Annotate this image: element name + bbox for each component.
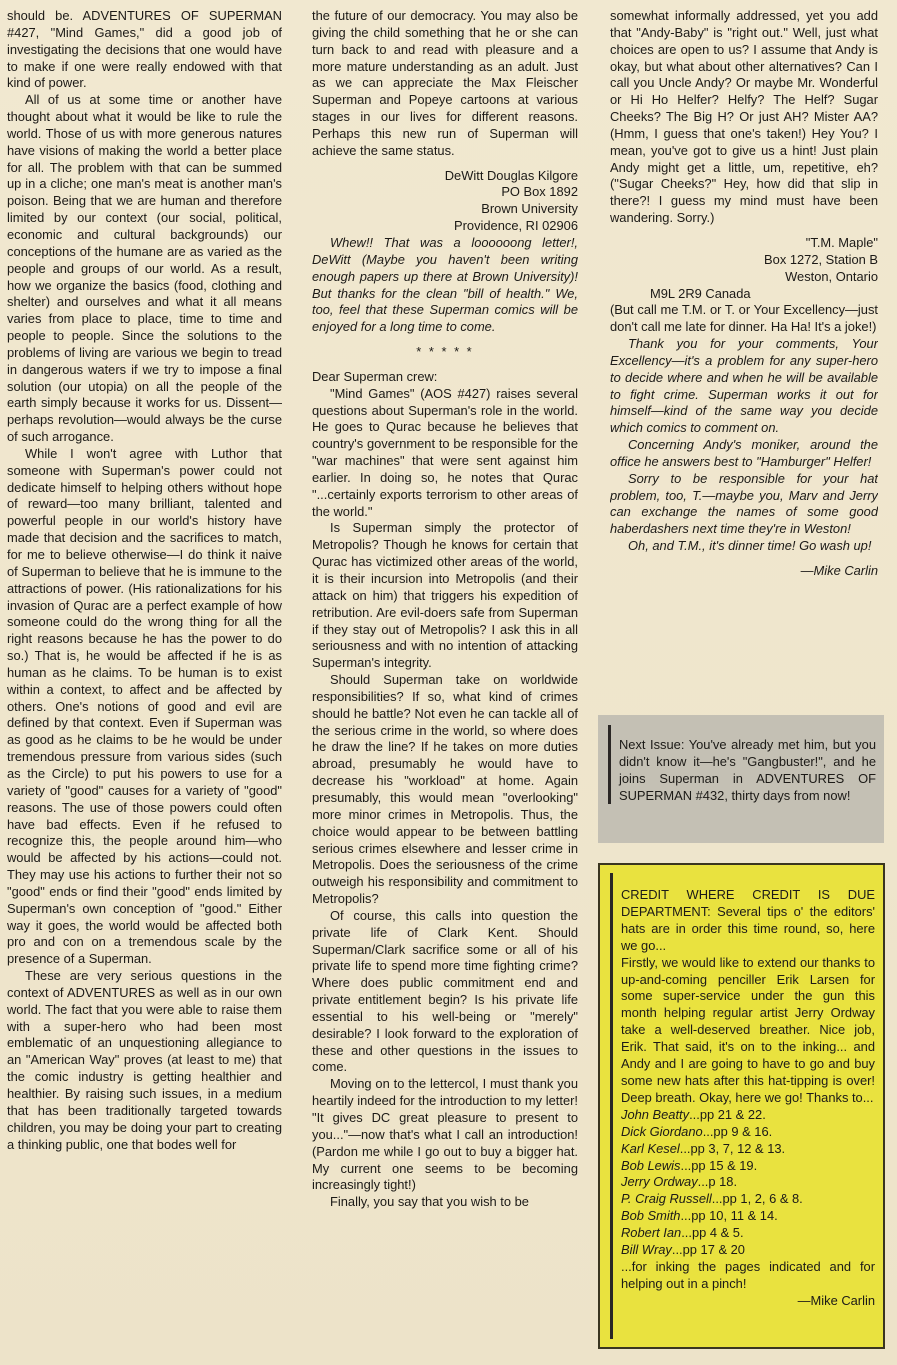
credit-item [621,1158,875,1175]
credit-name: Robert Ian [621,1225,682,1241]
credit-item [621,1107,875,1124]
credits-list [621,1107,875,1259]
column-2 [312,8,578,1360]
editor-signature: —Mike Carlin [800,563,878,578]
letter-signature-address: Providence, RI 02906 [454,218,578,234]
editor-reply: Concerning Andy's moniker, around the office he answers best to "Hamburger" Helfer! [610,437,878,469]
credit-name: P. Craig Russell [621,1191,712,1207]
credits-signature: —Mike Carlin [797,1292,875,1308]
letter-paragraph: While I won't agree with Luthor that someone with Superman's power could not dedicate himself to helping others without hope of reward—too many brilliant, talented and powerful people in our world's history have made that decision and the sacrifices to match, for me to believe otherwise—I do think it naive of Superman to believe that he is immune to the attractions of power. (His rationalizations for his invasion of Qurac are a perfect example of how someone could do the wrong thing for all the right reasons because he has the power to do so.) That is, he would be affected if he is as human as he claims. To be human is to exist within a context, to affect and be affected by others. One's notions of good and evil are defined by that context. Even if Superman was as good as he claims to be he would be under tremendous pressure from various sides (such as the Circle) to put his powers to use for a variety of "good" causes for a variety of "good" reasons. The use of those powers could often have bad effects. Even if he refused to recognize this, the people around him—who would be affected by his actions—could not. They may use his actions to further their not so "good" ends or find their "good" ends limited by Superman's own conception of "good." Either way it goes, the world would be affected both pro and con on a tremendous scale by the presence of a Superman. [7,445,282,967]
credit-name: Dick Giordano [621,1123,703,1139]
letter-signature-address: Brown University [481,201,578,217]
letter-salutation: Dear Superman crew: [312,368,438,384]
credit-pages: ...pp 15 & 19. [680,1157,758,1173]
column-3 [610,8,878,708]
credit-pages: ...p 18. [697,1174,738,1190]
next-issue-text: Next Issue: You've already met him, but you didn't know it—he's "Gangbuster!", and he joins Superman in ADVENTURES OF SUPERMAN #432, thirty days from now! [619,737,876,803]
credit-name: Bob Smith [621,1208,681,1224]
credits-box [598,863,885,1349]
credits-outro: ...for inking the pages indicated and for helping out in a pinch! [621,1258,875,1291]
credit-name: John Beatty [621,1106,690,1122]
editor-reply: Thank you for your comments, Your Excellency—it's a problem for any super-hero to decide where and when he will be available to fight crime. Superman works it out for himself—kind of the same way you decide which comics to comment on. [610,336,878,436]
credit-pages: ...pp 4 & 5. [681,1225,744,1241]
credit-pages: ...pp 1, 2, 6 & 8. [711,1191,803,1207]
letter-paragraph: Finally, you say that you wish to be [330,1194,529,1210]
credit-item [621,1124,875,1141]
letter-paragraph: somewhat informally addressed, yet you add that "Andy-Baby" is "right out." Well, just what choices are open to us? I assume that Andy is okay, but what about other alternatives? Can I call you Uncle Andy? Or maybe Mr. Wonderful or Hi Ho Helfer? Helfy? The Helf? Sugar Cheeks? The Big H? Or just AH? Mister AA? (Hmm, I guess that one's taken!) Hey You? I mean, you've got to give us a hint! Just plain Andy might get a little, um, repetitive, eh? ("Sugar Cheeks?" Hey, how did that slip in there?! I guess my mind must have been wandering. Sorry.) [610,8,878,226]
editor-reply: Oh, and T.M., it's dinner time! Go wash up! [628,538,872,554]
letter-paragraph: (But call me T.M. or T. or Your Excellency—just don't call me late for dinner. Ha Ha! It's a joke!) [610,302,878,335]
credit-item [621,1242,875,1259]
credit-pages: ...pp 17 & 20 [671,1242,745,1258]
credit-item [621,1141,875,1158]
letter-paragraph: Of course, this calls into question the private life of Clark Kent. Should Superman/Clark sacrifice some or all of his private life to spend more time fighting crime? Where does public commitment end and private entitlement begin? Is his private life essential to his well-being or "merely" desirable? I look forward to the exploration of these and other questions in the issues to come. [312,907,578,1075]
credits-body: Firstly, we would like to extend our thanks to up-and-coming penciller Erik Larsen for some super-service under the gun this month helping regular artist Jerry Ordway take a well-deserved breather. Nice job, Erik. That said, it's on to the inking... and Andy and I are going to have to go and buy some new hats after this hat-tipping is over! Deep breath. Okay, here we go! Thanks to... [621,954,875,1105]
letter-paragraph: should be. ADVENTURES OF SUPERMAN #427, "Mind Games," did a good job of investigating the decisions that one would have to make if one were really endowed with that kind of power. [7,8,282,91]
credit-name: Bill Wray [621,1242,672,1258]
column-1 [7,8,282,1360]
letter-paragraph: These are very serious questions in the context of ADVENTURES as well as in our own world. The fact that you were able to raise them with a super-hero who had been most emblematic of an unquestioning allegiance to an "American Way" proves (at least to me) that the comic industry is getting healthier and healthier. By raising such issues, in a medium that has been traditionally targeted towards children, you may be doing your part to creating a thinking public, one that bodes well for [7,968,282,1152]
credit-item [621,1174,875,1191]
section-separator: * * * * * [416,344,474,360]
letter-signature-address: M9L 2R9 Canada [650,285,751,301]
credit-name: Karl Kesel [621,1140,680,1156]
letter-paragraph: All of us at some time or another have thought about what it would be like to rule the world. Those of us with more generous natures have visions of making the world a better place for all. The problem with that can be summed up in a cliche; one man's meat is another man's poison. Being that we are human and therefore limited by our context (our social, political, economic and cultural backgrounds) our conceptions of the humane are as varied as the people and groups of our world. As a result, how we organize the basics (food, clothing and shelter) and ourselves and what it all means varies from place to place, time to time and people to people. Since the solutions to the problems of living are various we begin to tread in dangerous waters if we try to impose a final solution (our utopia) on all the people of the earth simply because it works for us. Dissent—perhaps revolution—would always be the curse of such arrogance. [7,92,282,445]
letter-signature-address: PO Box 1892 [501,184,578,200]
credit-pages: ...pp 21 & 22. [689,1106,766,1122]
credit-pages: ...pp 10, 11 & 14. [680,1208,778,1224]
editor-reply: Whew!! That was a loooooong letter!, DeWitt (Maybe you haven't been writing enough papers up there at Brown University)! But thanks for the clean "bill of health." We, too, feel that these Superman comics will be enjoyed for a long time to come. [312,234,578,335]
credits-intro: CREDIT WHERE CREDIT IS DUE DEPARTMENT: Several tips o' the editors' hats are in order this time round, so, here we go... [621,887,875,953]
credit-name: Jerry Ordway [621,1174,698,1190]
credit-pages: ...pp 9 & 16. [702,1123,773,1139]
editor-reply: Sorry to be responsible for your hat problem, too, T.—maybe you, Marv and Jerry can exchange the names of some good haberdashers next time they're in Weston! [610,470,878,537]
letter-signature-name: DeWitt Douglas Kilgore [444,167,578,183]
letter-paragraph: Moving on to the lettercol, I must thank you heartily indeed for the introduction to my letter! "It gives DC great pleasure to present to you..."—now that's what I call an introduction! (Pardon me while I go out to buy a bigger hat. My current one seems to be becoming increasingly tight!) [312,1076,578,1193]
letter-paragraph: Should Superman take on worldwide responsibilities? If so, what kind of crimes should he battle? Not even he can tackle all of the serious crime in the world, so where does he draw the line? If he takes on more duties abroad, presumably he would have to decrease his "workload" at home. Again presumably, this would mean "overlooking" more minor crimes in Metropolis. Thus, the choice would appear to be between battling serious crimes elsewhere and lesser crime in Metropolis. Does the seriousness of the crime outweigh his responsibility and commitment to Metropolis? [312,672,578,907]
letter-paragraph: "Mind Games" (AOS #427) raises several questions about Superman's role in the world. He goes to Qurac because he believes that country's government to be responsible for the "war machines" that were sent against him earlier. In doing so, he notes that Qurac "...certainly exports terrorism to other areas of the world." [312,385,578,519]
credit-item [621,1225,875,1242]
next-issue-box [598,715,884,843]
credit-item [621,1191,875,1208]
letter-signature-address: Weston, Ontario [785,268,878,284]
credit-name: Bob Lewis [621,1157,681,1173]
credit-pages: ...pp 3, 7, 12 & 13. [679,1140,786,1156]
letter-signature-address: Box 1272, Station B [764,251,878,267]
letter-paragraph: the future of our democracy. You may also be giving the child something that he or she can turn back to and read with pleasure and a more mature understanding as an adult. Just as we can appreciate the Max Fleischer Superman and Popeye cartoons at various stages in our lives for different reasons. Perhaps this new run of Superman will achieve the same status. [312,8,578,158]
letter-paragraph: Is Superman simply the protector of Metropolis? Though he knows for certain that Qurac has victimized other areas of the world, it is their incursion into Metropolis (and their attack on him) that triggers his expedition of retribution. Are evil-doers safe from Superman if they stay out of Metropolis? I ask this in all seriousness and with no intention of attacking Superman's integrity. [312,520,578,671]
credit-item [621,1208,875,1225]
letter-signature-name: "T.M. Maple" [805,234,878,250]
